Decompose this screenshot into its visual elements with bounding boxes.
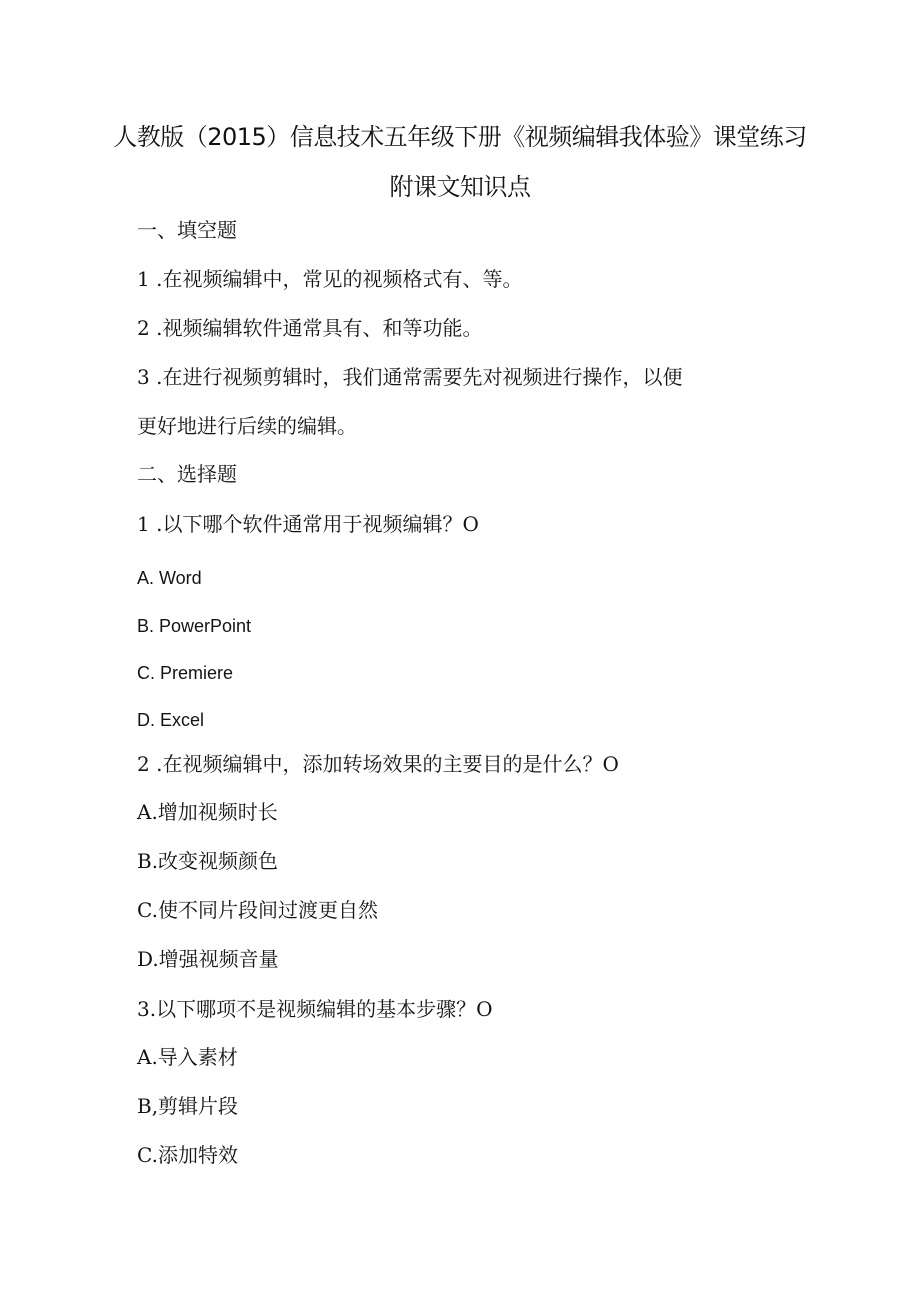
choice-q2-option-a: A.增加视频时长 (137, 800, 278, 824)
fill-blank-question-2: 2 .视频编辑软件通常具有、和等功能。 (137, 316, 483, 340)
choice-q3-option-b: B,剪辑片段 (137, 1094, 239, 1118)
choice-q1-option-c: C. Premiere (137, 663, 234, 683)
choice-question-1: 1 .以下哪个软件通常用于视频编辑？O (137, 512, 479, 536)
choice-q1-option-d: D. Excel (137, 710, 205, 730)
document-title-line2: 附课文知识点 (389, 173, 531, 201)
choice-q1-option-b: B. PowerPoint (137, 616, 252, 636)
choice-q3-option-c: C.添加特效 (137, 1143, 238, 1167)
choice-question-3: 3.以下哪项不是视频编辑的基本步骤？O (137, 997, 493, 1021)
choice-q2-option-b: B.改变视频颜色 (137, 849, 279, 873)
choice-question-2: 2 .在视频编辑中，添加转场效果的主要目的是什么？O (137, 752, 619, 776)
fill-blank-question-3-line1: 3 .在进行视频剪辑时，我们通常需要先对视频进行操作，以便 (137, 365, 683, 389)
section-heading-multiple-choice: 二、选择题 (137, 462, 237, 486)
document-title-line1: 人教版（2015）信息技术五年级下册《视频编辑我体验》课堂练习 (113, 123, 807, 151)
fill-blank-question-1: 1 .在视频编辑中，常见的视频格式有、等。 (137, 267, 523, 291)
fill-blank-question-3-line2: 更好地进行后续的编辑。 (137, 414, 357, 438)
choice-q2-option-c: C.使不同片段间过渡更自然 (137, 898, 378, 922)
choice-q1-option-a: A. Word (137, 568, 202, 588)
choice-q3-option-a: A.导入素材 (137, 1045, 238, 1069)
section-heading-fill-blank: 一、填空题 (137, 218, 237, 242)
choice-q2-option-d: D.增强视频音量 (137, 947, 279, 971)
